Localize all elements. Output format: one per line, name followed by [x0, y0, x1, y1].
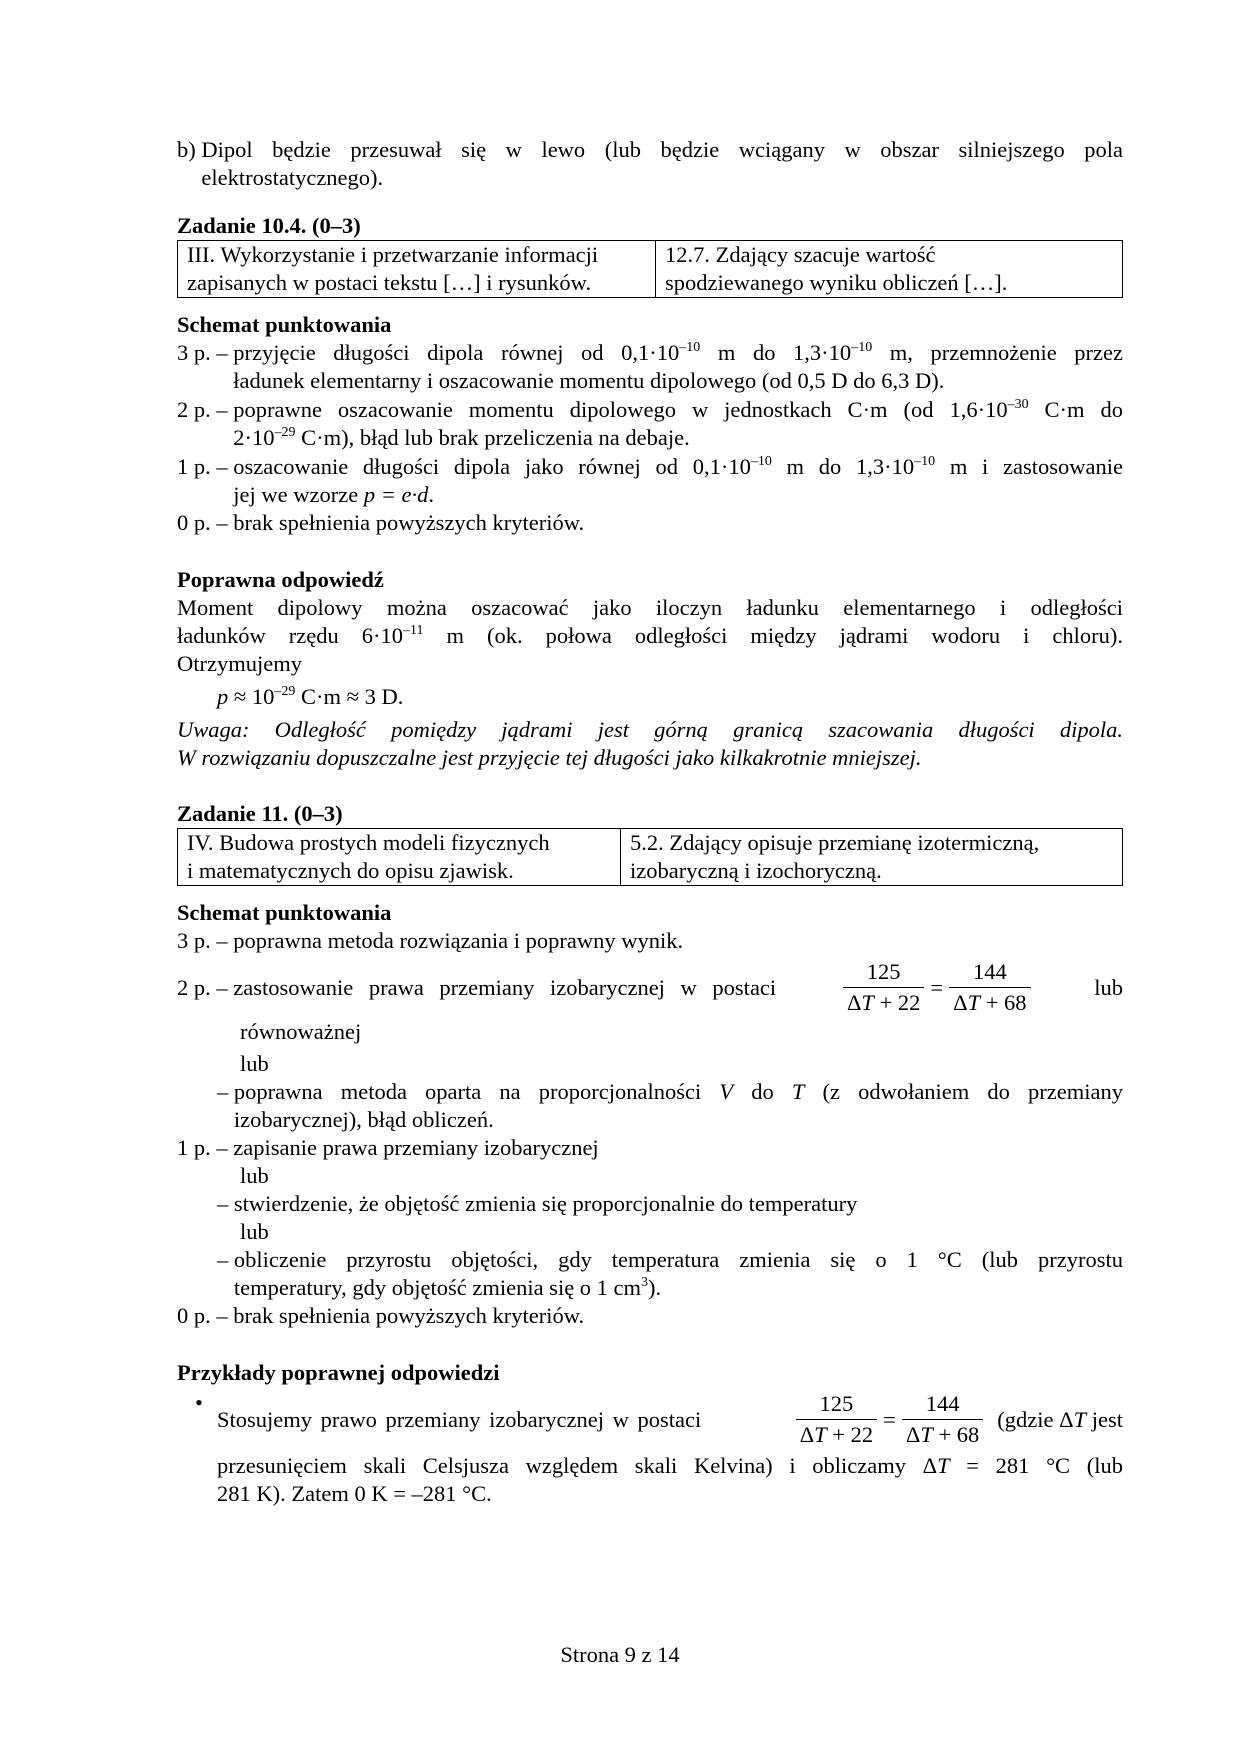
general-requirement-cell — [178, 829, 621, 885]
dash: – — [217, 1191, 234, 1216]
answer-b-item — [177, 136, 1123, 192]
formula: p = e·d — [363, 482, 429, 507]
detailed-requirement-cell — [656, 241, 1122, 297]
criteria-line: izobarycznej), błąd obliczeń. — [233, 1107, 494, 1132]
criteria-line: brak spełnienia powyższych kryteriów. — [233, 1303, 585, 1328]
answer-b-line2: elektrostatycznego). — [201, 165, 384, 190]
bullet-icon: • — [195, 1390, 203, 1415]
score-label: 2 p. – — [177, 397, 234, 422]
score-label: 1 p. – — [177, 454, 234, 479]
or-text: lub — [1094, 974, 1123, 1000]
criteria-text: zastosowanie prawa przemiany izobarycznej w postaci — [233, 974, 777, 1000]
score-2-criteria — [177, 396, 1123, 452]
example-text-tail: (gdzie ΔT jest — [997, 1406, 1123, 1432]
requirement-text: 5.2. Zdający opisuje przemianę izotermiczną, — [630, 830, 1040, 855]
answer-b-line1: Dipol będzie przesuwał się w lewo (lub będzie wciągany w obszar silniejszego pola — [201, 137, 1123, 162]
or-text: lub — [240, 1051, 269, 1076]
page-content — [177, 136, 1123, 1508]
equals-sign: = — [883, 1406, 896, 1432]
requirement-text: zapisanych w postaci tekstu […] i rysunków. — [187, 270, 592, 295]
isobaric-formula — [841, 957, 1033, 1018]
criteria-line — [217, 1389, 1123, 1450]
criteria-line: równoważnej — [240, 1019, 362, 1044]
score-label: 3 p. – — [177, 340, 234, 365]
fraction-1: $\frac{125}{\Delta T + 22}$ — [843, 957, 924, 1018]
dash: – — [217, 1247, 234, 1272]
detailed-requirement-cell — [621, 829, 1122, 885]
fraction-2: $\frac{144}{\Delta T + 68}$ — [902, 1389, 983, 1450]
score-label: 2 p. – — [177, 974, 234, 1000]
general-requirement-cell — [178, 241, 656, 297]
criteria-line: brak spełnienia powyższych kryteriów. — [233, 510, 585, 535]
requirement-text: III. Wykorzystanie i przetwarzanie informacji — [187, 242, 599, 267]
criteria-line: oszacowanie długości dipola jako równej od $0,1\cdot 10^{-10}$ m do $1,3\cdot 10^{-10}$ m i zastosowanie — [233, 454, 1123, 479]
alt-criteria — [177, 1246, 1123, 1302]
criteria-line: ładunek elementarny i oszacowanie momentu dipolowego (od 0,5 D do 6,3 D). — [233, 368, 945, 393]
example-answers-title: Przykłady poprawnej odpowiedzi — [177, 1360, 500, 1385]
alt-criteria — [177, 1078, 1123, 1134]
item-label: b) — [177, 137, 202, 162]
score-label: 0 p. – — [177, 1303, 234, 1328]
scoring-scheme-title: Schemat punktowania — [177, 900, 392, 925]
score-0-criteria — [177, 1302, 1123, 1330]
score-3-criteria — [177, 339, 1123, 395]
requirement-text: IV. Budowa prostych modeli fizycznych — [187, 830, 550, 855]
criteria-line: 281 K). Zatem 0 K = –281 °C. — [217, 1481, 492, 1506]
score-3-criteria — [177, 927, 1123, 955]
answer-line: Moment dipolowy można oszacować jako iloczyn ładunku elementarnego i odległości — [177, 595, 1123, 620]
criteria-line: przesunięciem skali Celsjusza względem skali Kelvina) i obliczamy ΔT = 281 °C (lub — [217, 1453, 1123, 1478]
or-text: lub — [240, 1219, 269, 1244]
criteria-line: $2\cdot 10^{-29}$ C·m), błąd lub brak przeliczenia na debaje. — [233, 425, 690, 450]
fraction-1: $\frac{125}{\Delta T + 22}$ — [796, 1389, 877, 1450]
criteria-line: przyjęcie długości dipola równej od $0,1\cdot 10^{-10}$ m do $1,3\cdot 10^{-10}$ m, przemnożenie przez — [233, 340, 1123, 365]
score-2-criteria — [177, 957, 1123, 1018]
criteria-line: poprawne oszacowanie momentu dipolowego w jednostkach C·m (od $1,6\cdot 10^{-30}$ C·m do — [233, 397, 1123, 422]
criteria-line: poprawna metoda oparta na proporcjonalności V do T (z odwołaniem do przemiany — [233, 1079, 1123, 1104]
equals-sign: = — [930, 974, 944, 1000]
or-text: lub — [240, 1163, 269, 1188]
task-11-title: Zadanie 11. (0–3) — [177, 801, 343, 826]
answer-line: ładunków rzędu $6\cdot 10^{-11}$ m (ok. połowa odległości między jądrami wodoru i chloru). — [177, 623, 1123, 648]
requirements-table-10-4 — [177, 240, 1123, 298]
example-text: Stosujemy prawo przemiany izobarycznej w postaci — [217, 1406, 702, 1432]
score-label: 0 p. – — [177, 510, 234, 535]
criteria-line: stwierdzenie, że objętość zmienia się proporcjonalnie do temperatury — [233, 1191, 858, 1216]
score-0-criteria — [177, 509, 1123, 537]
fraction-2: $\frac{144}{\Delta T + 68}$ — [949, 957, 1030, 1018]
dash: – — [217, 1079, 234, 1104]
scoring-scheme-title: Schemat punktowania — [177, 312, 392, 337]
criteria-line — [233, 957, 1123, 1018]
requirements-table-11 — [177, 828, 1123, 886]
alt-criteria — [177, 1190, 1123, 1218]
note-line: Uwaga: Odległość pomiędzy jądrami jest górną granicą szacowania długości dipola. — [177, 717, 1123, 742]
criteria-line: zapisanie prawa przemiany izobarycznej — [233, 1135, 599, 1160]
score-1-criteria — [177, 1134, 1123, 1162]
criteria-line: jej we wzorze p = e·d. — [233, 482, 434, 507]
requirement-text: 12.7. Zdający szacuje wartość — [665, 242, 936, 267]
task-10-4-title: Zadanie 10.4. (0–3) — [177, 213, 361, 238]
score-1-criteria — [177, 453, 1123, 509]
correct-answer-title: Poprawna odpowiedź — [177, 567, 384, 592]
score-label: 3 p. – — [177, 928, 234, 953]
requirement-text: spodziewanego wyniku obliczeń […]. — [665, 270, 1008, 295]
requirement-text: izobaryczną i izochoryczną. — [630, 858, 882, 883]
criteria-line: poprawna metoda rozwiązania i poprawny wynik. — [233, 928, 684, 953]
criteria-line: obliczenie przyrostu objętości, gdy temperatura zmienia się o 1 °C (lub przyrostu — [233, 1247, 1123, 1272]
answer-formula: $p \approx 10^{-29}$ C·m ≈ 3 D. — [217, 684, 404, 709]
answer-line: Otrzymujemy — [177, 651, 302, 676]
score-label: 1 p. – — [177, 1135, 234, 1160]
page-footer: Strona 9 z 14 — [560, 1642, 680, 1667]
isobaric-formula — [794, 1389, 986, 1450]
note-line: W rozwiązaniu dopuszczalne jest przyjęcie tej długości jako kilkakrotnie mniejszej. — [177, 745, 922, 770]
example-answer-item — [177, 1389, 1123, 1508]
criteria-line: temperatury, gdy objętość zmienia się o 1 $cm^3$). — [233, 1275, 662, 1300]
requirement-text: i matematycznych do opisu zjawisk. — [187, 858, 514, 883]
